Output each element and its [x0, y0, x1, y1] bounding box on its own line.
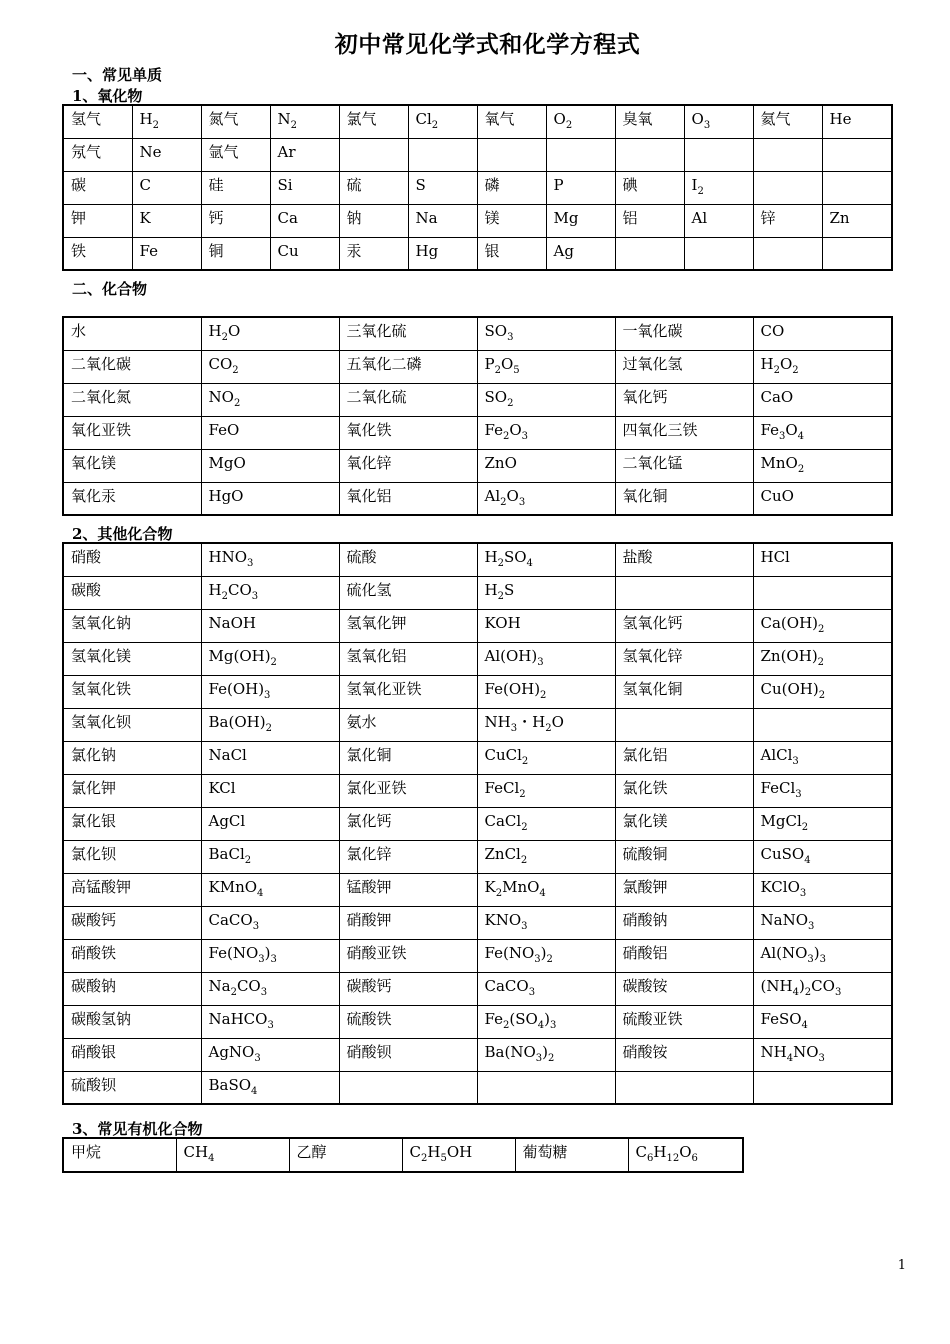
- compound-name-cell: 硝酸钾: [339, 906, 477, 939]
- formula-cell: $N_2$: [270, 105, 339, 138]
- compound-name-cell: 氯酸钾: [615, 873, 753, 906]
- formula-cell: BaCl$_2$: [201, 840, 339, 873]
- formula-cell: Ag: [546, 237, 615, 270]
- formula-cell: $Cl_2$: [408, 105, 477, 138]
- formula-cell: C: [132, 171, 201, 204]
- formula-cell: [753, 708, 892, 741]
- compound-name-cell: 氢氧化钙: [615, 609, 753, 642]
- table-row: [63, 1005, 892, 1038]
- compound-name-cell: 氯化亚铁: [339, 774, 477, 807]
- compound-name-cell: 碳酸钙: [339, 972, 477, 1005]
- compound-name-cell: 二氧化氮: [63, 383, 201, 416]
- compound-name-cell: [615, 1071, 753, 1104]
- formula-cell: HgO: [201, 482, 339, 515]
- compound-name-cell: 碳酸钙: [63, 906, 201, 939]
- compound-name-cell: 硫化氢: [339, 576, 477, 609]
- table-row: [63, 383, 892, 416]
- compound-name-cell: 氯化镁: [615, 807, 753, 840]
- formula-cell: Ar: [270, 138, 339, 171]
- formula-cell: $Ca(OH)_2$: [753, 609, 892, 642]
- compound-name-cell: [615, 138, 684, 171]
- table-row: [63, 138, 892, 171]
- section-heading-elements: 一、常见单质: [72, 66, 163, 84]
- compound-name-cell: [615, 708, 753, 741]
- table-row: [63, 708, 892, 741]
- formula-cell: $Fe_2O_3$: [477, 416, 615, 449]
- formula-cell: $NH_4NO_3$: [753, 1038, 892, 1071]
- formula-cell: FeSO$_4$: [753, 1005, 892, 1038]
- compound-name-cell: 氯化钠: [63, 741, 201, 774]
- table-row: [63, 840, 892, 873]
- compound-name-cell: [339, 138, 408, 171]
- formula-cell: NaCl: [201, 741, 339, 774]
- formula-cell: $SO_2$: [477, 383, 615, 416]
- compound-name-cell: 二氧化硫: [339, 383, 477, 416]
- formula-cell: NaOH: [201, 609, 339, 642]
- table-row: [63, 1071, 892, 1104]
- compound-name-cell: 葡萄糖: [515, 1138, 628, 1172]
- compound-name-cell: 氨水: [339, 708, 477, 741]
- table-row: [63, 543, 892, 576]
- formula-cell: $C_6H_{12}O_6$: [628, 1138, 743, 1172]
- formula-cell: $Fe(NO_3)_2$: [477, 939, 615, 972]
- formula-cell: $C_2H_5OH$: [402, 1138, 515, 1172]
- table-row: [63, 642, 892, 675]
- table-row: [63, 906, 892, 939]
- formula-cell: $Al(OH)_3$: [477, 642, 615, 675]
- compound-name-cell: 氧化钙: [615, 383, 753, 416]
- compound-name-cell: 氧化锌: [339, 449, 477, 482]
- formula-cell: Mg: [546, 204, 615, 237]
- compound-name-cell: 硝酸钠: [615, 906, 753, 939]
- compound-name-cell: 锌: [753, 204, 822, 237]
- table-row: [63, 350, 892, 383]
- compound-name-cell: 一氧化碳: [615, 317, 753, 350]
- compound-name-cell: 硝酸铁: [63, 939, 201, 972]
- formula-cell: $Al_2O_3$: [477, 482, 615, 515]
- compound-name-cell: 氢氧化锌: [615, 642, 753, 675]
- formula-cell: $NO_2$: [201, 383, 339, 416]
- compound-name-cell: 氢气: [63, 105, 132, 138]
- formula-cell: $SO_3$: [477, 317, 615, 350]
- compound-name-cell: 硝酸铵: [615, 1038, 753, 1071]
- formula-cell: $H_2$: [132, 105, 201, 138]
- compound-name-cell: 镁: [477, 204, 546, 237]
- formula-cell: CaCO$_3$: [477, 972, 615, 1005]
- compound-name-cell: 钠: [339, 204, 408, 237]
- formula-cell: $K_2MnO_4$: [477, 873, 615, 906]
- table-row: [63, 1038, 892, 1071]
- oxides-table: [62, 316, 893, 516]
- compound-name-cell: 氢氧化镁: [63, 642, 201, 675]
- compound-name-cell: [339, 1071, 477, 1104]
- compound-name-cell: [753, 237, 822, 270]
- compound-name-cell: 氯气: [339, 105, 408, 138]
- formula-cell: Na: [408, 204, 477, 237]
- compound-name-cell: 氦气: [753, 105, 822, 138]
- compound-name-cell: 三氧化硫: [339, 317, 477, 350]
- compound-name-cell: 锰酸钾: [339, 873, 477, 906]
- compound-name-cell: 甲烷: [63, 1138, 176, 1172]
- formula-cell: $CO_2$: [201, 350, 339, 383]
- table-row: [63, 237, 892, 270]
- compound-name-cell: 氢氧化铝: [339, 642, 477, 675]
- compound-name-cell: 硝酸: [63, 543, 201, 576]
- section-heading-compounds: 二、化合物: [72, 280, 148, 298]
- compound-name-cell: 铁: [63, 237, 132, 270]
- formula-cell: KOH: [477, 609, 615, 642]
- formula-cell: CO: [753, 317, 892, 350]
- formula-cell: NaNO$_3$: [753, 906, 892, 939]
- compound-name-cell: 五氧化二磷: [339, 350, 477, 383]
- compound-name-cell: 硫酸亚铁: [615, 1005, 753, 1038]
- table-row: [63, 939, 892, 972]
- compound-name-cell: 氧化汞: [63, 482, 201, 515]
- compound-name-cell: 硫酸铜: [615, 840, 753, 873]
- compound-name-cell: 氖气: [63, 138, 132, 171]
- page-title: 初中常见化学式和化学方程式: [334, 31, 641, 58]
- formula-cell: CaO: [753, 383, 892, 416]
- compound-name-cell: 高锰酸钾: [63, 873, 201, 906]
- formula-cell: CaCO$_3$: [201, 906, 339, 939]
- compound-name-cell: 氧化铁: [339, 416, 477, 449]
- formula-cell: [684, 138, 753, 171]
- formula-cell: MgCl$_2$: [753, 807, 892, 840]
- compound-name-cell: 硝酸亚铁: [339, 939, 477, 972]
- formula-cell: NaHCO$_3$: [201, 1005, 339, 1038]
- compound-name-cell: 氢氧化钡: [63, 708, 201, 741]
- formula-cell: [477, 1071, 615, 1104]
- table-row: [63, 105, 892, 138]
- compound-name-cell: 氧化镁: [63, 449, 201, 482]
- compound-name-cell: 钾: [63, 204, 132, 237]
- formula-cell: FeCl$_2$: [477, 774, 615, 807]
- table-row: [63, 482, 892, 515]
- table-row: [63, 576, 892, 609]
- formula-cell: $Fe(OH)_2$: [477, 675, 615, 708]
- formula-cell: AgNO$_3$: [201, 1038, 339, 1071]
- compound-name-cell: 银: [477, 237, 546, 270]
- compound-name-cell: [753, 171, 822, 204]
- formula-cell: Ca: [270, 204, 339, 237]
- compound-name-cell: 碳酸铵: [615, 972, 753, 1005]
- compound-name-cell: 二氧化锰: [615, 449, 753, 482]
- compound-name-cell: 碳酸氢钠: [63, 1005, 201, 1038]
- formula-cell: He: [822, 105, 892, 138]
- formula-cell: $O_3$: [684, 105, 753, 138]
- compound-name-cell: 盐酸: [615, 543, 753, 576]
- compound-name-cell: 碳: [63, 171, 132, 204]
- formula-cell: $Ba(NO_3)_2$: [477, 1038, 615, 1071]
- formula-cell: [408, 138, 477, 171]
- table-row: [63, 741, 892, 774]
- formula-cell: AlCl$_3$: [753, 741, 892, 774]
- formula-cell: $Fe_3O_4$: [753, 416, 892, 449]
- formula-cell: [546, 138, 615, 171]
- table-row: [63, 449, 892, 482]
- formula-cell: KCl: [201, 774, 339, 807]
- formula-cell: $Zn(OH)_2$: [753, 642, 892, 675]
- formula-cell: $H_2O$: [201, 317, 339, 350]
- formula-cell: [753, 576, 892, 609]
- compound-name-cell: 四氧化三铁: [615, 416, 753, 449]
- formula-cell: $H_2CO_3$: [201, 576, 339, 609]
- formula-cell: $P_2O_5$: [477, 350, 615, 383]
- formula-cell: $O_2$: [546, 105, 615, 138]
- formula-cell: Ne: [132, 138, 201, 171]
- compound-name-cell: 氯化锌: [339, 840, 477, 873]
- table-row: [63, 609, 892, 642]
- compound-name-cell: 磷: [477, 171, 546, 204]
- compound-name-cell: 硝酸钡: [339, 1038, 477, 1071]
- compound-name-cell: 硫酸: [339, 543, 477, 576]
- table-row: [63, 204, 892, 237]
- compound-name-cell: 氢氧化铜: [615, 675, 753, 708]
- formula-cell: CuCl$_2$: [477, 741, 615, 774]
- formula-cell: Al: [684, 204, 753, 237]
- subheading-oxides: 1、氧化物: [72, 87, 143, 105]
- table-row: [63, 1138, 743, 1172]
- page-number: 1: [897, 1258, 906, 1273]
- table-row: [63, 675, 892, 708]
- compound-name-cell: 水: [63, 317, 201, 350]
- other-compounds-table: [62, 542, 893, 1105]
- formula-cell: MgO: [201, 449, 339, 482]
- formula-cell: BaSO$_4$: [201, 1071, 339, 1104]
- table-row: [63, 774, 892, 807]
- formula-cell: [822, 171, 892, 204]
- compound-name-cell: 铝: [615, 204, 684, 237]
- formula-cell: [684, 237, 753, 270]
- formula-cell: MnO$_2$: [753, 449, 892, 482]
- compound-name-cell: 氯化钡: [63, 840, 201, 873]
- formula-cell: CuO: [753, 482, 892, 515]
- compound-name-cell: 氧化铜: [615, 482, 753, 515]
- compound-name-cell: 二氧化碳: [63, 350, 201, 383]
- formula-cell: $Mg(OH)_2$: [201, 642, 339, 675]
- formula-cell: $CH_4$: [176, 1138, 289, 1172]
- formula-cell: $Fe(OH)_3$: [201, 675, 339, 708]
- compound-name-cell: 氧化亚铁: [63, 416, 201, 449]
- compound-name-cell: [615, 576, 753, 609]
- compound-name-cell: 碳酸: [63, 576, 201, 609]
- formula-cell: CuSO$_4$: [753, 840, 892, 873]
- formula-cell: [822, 138, 892, 171]
- formula-cell: KClO$_3$: [753, 873, 892, 906]
- subheading-organic-compounds: 3、常见有机化合物: [72, 1120, 203, 1138]
- compound-name-cell: 氯化钙: [339, 807, 477, 840]
- compound-name-cell: 乙醇: [289, 1138, 402, 1172]
- compound-name-cell: 臭氧: [615, 105, 684, 138]
- compound-name-cell: [615, 237, 684, 270]
- compound-name-cell: 氮气: [201, 105, 270, 138]
- formula-cell: $Ba(OH)_2$: [201, 708, 339, 741]
- formula-cell: Si: [270, 171, 339, 204]
- compound-name-cell: 氯化铁: [615, 774, 753, 807]
- formula-cell: $(NH_4)_2CO_3$: [753, 972, 892, 1005]
- formula-cell: KMnO$_4$: [201, 873, 339, 906]
- formula-cell: $NH_3$・$H_2O$: [477, 708, 615, 741]
- compound-name-cell: 铜: [201, 237, 270, 270]
- compound-name-cell: [477, 138, 546, 171]
- formula-cell: ZnCl$_2$: [477, 840, 615, 873]
- compound-name-cell: 氯化钾: [63, 774, 201, 807]
- table-row: [63, 317, 892, 350]
- formula-cell: AgCl: [201, 807, 339, 840]
- formula-cell: P: [546, 171, 615, 204]
- compound-name-cell: 氧化铝: [339, 482, 477, 515]
- formula-cell: Zn: [822, 204, 892, 237]
- formula-cell: Hg: [408, 237, 477, 270]
- table-row: [63, 807, 892, 840]
- compound-name-cell: [753, 138, 822, 171]
- formula-cell: FeO: [201, 416, 339, 449]
- compound-name-cell: 碘: [615, 171, 684, 204]
- compound-name-cell: 硝酸铝: [615, 939, 753, 972]
- compound-name-cell: 碳酸钠: [63, 972, 201, 1005]
- formula-cell: $HNO_3$: [201, 543, 339, 576]
- formula-cell: CaCl$_2$: [477, 807, 615, 840]
- formula-cell: [753, 1071, 892, 1104]
- formula-cell: $Fe(NO_3)_3$: [201, 939, 339, 972]
- formula-cell: ZnO: [477, 449, 615, 482]
- formula-cell: $I_2$: [684, 171, 753, 204]
- compound-name-cell: 硫酸钡: [63, 1071, 201, 1104]
- formula-cell: $Na_2CO_3$: [201, 972, 339, 1005]
- compound-name-cell: 氯化铜: [339, 741, 477, 774]
- formula-cell: $Fe_2(SO_4)_3$: [477, 1005, 615, 1038]
- subheading-other-compounds: 2、其他化合物: [72, 525, 173, 543]
- compound-name-cell: 过氧化氢: [615, 350, 753, 383]
- formula-cell: $Al(NO_3)_3$: [753, 939, 892, 972]
- compound-name-cell: 氢氧化钠: [63, 609, 201, 642]
- compound-name-cell: 氢氧化钾: [339, 609, 477, 642]
- compound-name-cell: 氯化铝: [615, 741, 753, 774]
- table-row: [63, 972, 892, 1005]
- compound-name-cell: 氯化银: [63, 807, 201, 840]
- compound-name-cell: 钙: [201, 204, 270, 237]
- compound-name-cell: 硫: [339, 171, 408, 204]
- formula-cell: $H_2SO_4$: [477, 543, 615, 576]
- compound-name-cell: 硅: [201, 171, 270, 204]
- formula-cell: FeCl$_3$: [753, 774, 892, 807]
- table-row: [63, 416, 892, 449]
- formula-cell: $H_2O_2$: [753, 350, 892, 383]
- formula-cell: $H_2S$: [477, 576, 615, 609]
- formula-cell: K: [132, 204, 201, 237]
- formula-cell: Fe: [132, 237, 201, 270]
- elements-table: [62, 104, 893, 271]
- compound-name-cell: 硝酸银: [63, 1038, 201, 1071]
- formula-cell: S: [408, 171, 477, 204]
- compound-name-cell: 硫酸铁: [339, 1005, 477, 1038]
- formula-cell: [822, 237, 892, 270]
- table-row: [63, 171, 892, 204]
- formula-cell: $KNO_3$: [477, 906, 615, 939]
- formula-cell: $Cu(OH)_2$: [753, 675, 892, 708]
- formula-cell: HCl: [753, 543, 892, 576]
- organic-compounds-table: [62, 1137, 744, 1173]
- compound-name-cell: 氧气: [477, 105, 546, 138]
- table-row: [63, 873, 892, 906]
- compound-name-cell: 汞: [339, 237, 408, 270]
- formula-cell: Cu: [270, 237, 339, 270]
- compound-name-cell: 氢氧化铁: [63, 675, 201, 708]
- compound-name-cell: 氢氧化亚铁: [339, 675, 477, 708]
- compound-name-cell: 氩气: [201, 138, 270, 171]
